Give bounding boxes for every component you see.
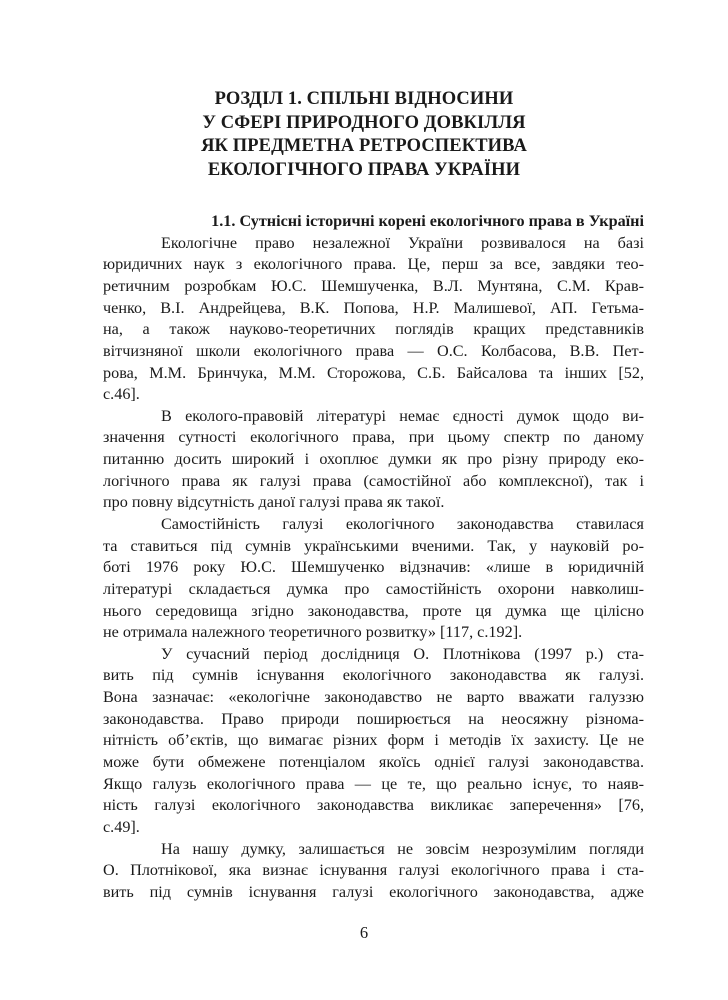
text-line: літературі складається думка про самостійність охорони навколиш- <box>103 579 644 598</box>
text-line: Екологічне право незалежної України розвивалося на базі <box>161 233 644 252</box>
text-line: Якщо галузь екологічного права — це те, що реально існує, то наяв- <box>103 774 644 793</box>
text-line: значення сутності екологічного права, при цьому спектр по даному <box>103 428 644 447</box>
text-line: ченко, В.І. Андрейцева, В.К. Попова, Н.Р. Малишевої, АП. Гетьма- <box>103 298 644 317</box>
text-line: ретичним розробкам Ю.С. Шемшученка, В.Л. Мунтяна, С.М. Крав- <box>103 276 644 295</box>
text-line: О. Плотнікової, яка визнає існування галузі екологічного права і ста- <box>103 861 644 880</box>
text-line: рова, М.М. Бринчука, М.М. Сторожова, С.Б. Байсалова та інших [52, <box>103 363 644 382</box>
text-line: Вона зазначає: «екологічне законодавство не варто вважати галуззю <box>103 688 644 707</box>
text-line: логічного права як галузі права (самостійної або комплексної), так і <box>103 471 644 490</box>
text-line: нього середовища згідно законодавства, проте ця думка ще цілісно <box>103 601 644 620</box>
text-line: с.46]. <box>103 385 140 404</box>
paragraph-4 <box>103 644 644 839</box>
paragraph-2 <box>103 406 644 514</box>
text-line: Самостійність галузі екологічного законодавства ставилася <box>161 514 644 533</box>
text-line: вить під сумнів існування екологічного законодавства як галузі. <box>103 666 644 685</box>
paragraph-1 <box>103 233 644 406</box>
text-line: питанню досить широкий і охоплює думки як про різну природу еко- <box>103 450 644 469</box>
text-line: В еколого-правовій літературі немає єдності думок щодо ви- <box>161 406 644 425</box>
text-line: У сучасний період дослідниця О. Плотнікова (1997 р.) ста- <box>161 644 644 663</box>
text-line: не отримала належного теоретичного розвитку» [117, с.192]. <box>103 623 523 642</box>
text-line: юридичних наук з екологічного права. Це, перш за все, завдяки тео- <box>103 255 644 274</box>
text-line: може бути обмежене потенціалом якоїсь однієї галузі законодавства. <box>103 753 644 772</box>
chapter-title-line: У СФЕРІ ПРИРОДНОГО ДОВКІЛЛЯ <box>202 112 526 133</box>
text-line: та ставиться під сумнів українськими вченими. Так, у науковій ро- <box>103 536 644 555</box>
text-line: на, а також науково-теоретичних поглядів кращих представників <box>103 320 644 339</box>
text-line: законодавства. Право природи поширюється на неосяжну різнома- <box>103 709 644 728</box>
chapter-title <box>0 88 728 182</box>
text-line: вітчизняної школи екологічного права — О.С. Колбасова, В.В. Пет- <box>103 341 644 360</box>
chapter-title-line: РОЗДІЛ 1. СПІЛЬНІ ВІДНОСИНИ <box>214 89 514 109</box>
chapter-title-line: ЕКОЛОГІЧНОГО ПРАВА УКРАЇНИ <box>207 159 521 180</box>
text-line: про повну відсутність даної галузі права як такої. <box>103 493 445 512</box>
text-line: вить під сумнів існування галузі екологічного законодавства, адже <box>103 882 644 901</box>
chapter-title-line: ЯК ПРЕДМЕТНА РЕТРОСПЕКТИВА <box>201 136 527 156</box>
paragraph-5 <box>103 839 644 904</box>
text-line: На нашу думку, залишається не зовсім незрозумілим погляди <box>161 839 644 858</box>
text-line: с.49]. <box>103 817 140 836</box>
text-line: боті 1976 року Ю.С. Шемшученко відзначив: «лише в юридичній <box>103 558 644 577</box>
paragraph-3 <box>103 514 644 644</box>
section-heading: 1.1. Сутнісні історичні корені екологічного права в Україні <box>211 212 644 230</box>
text-line: нітність об’єктів, що вимагає різних форм і методів їх захисту. Це не <box>103 731 644 750</box>
text-line: ність галузі екологічного законодавства викликає заперечення» [76, <box>103 796 644 815</box>
page-number: 6 <box>359 923 369 942</box>
body-text <box>103 211 644 904</box>
